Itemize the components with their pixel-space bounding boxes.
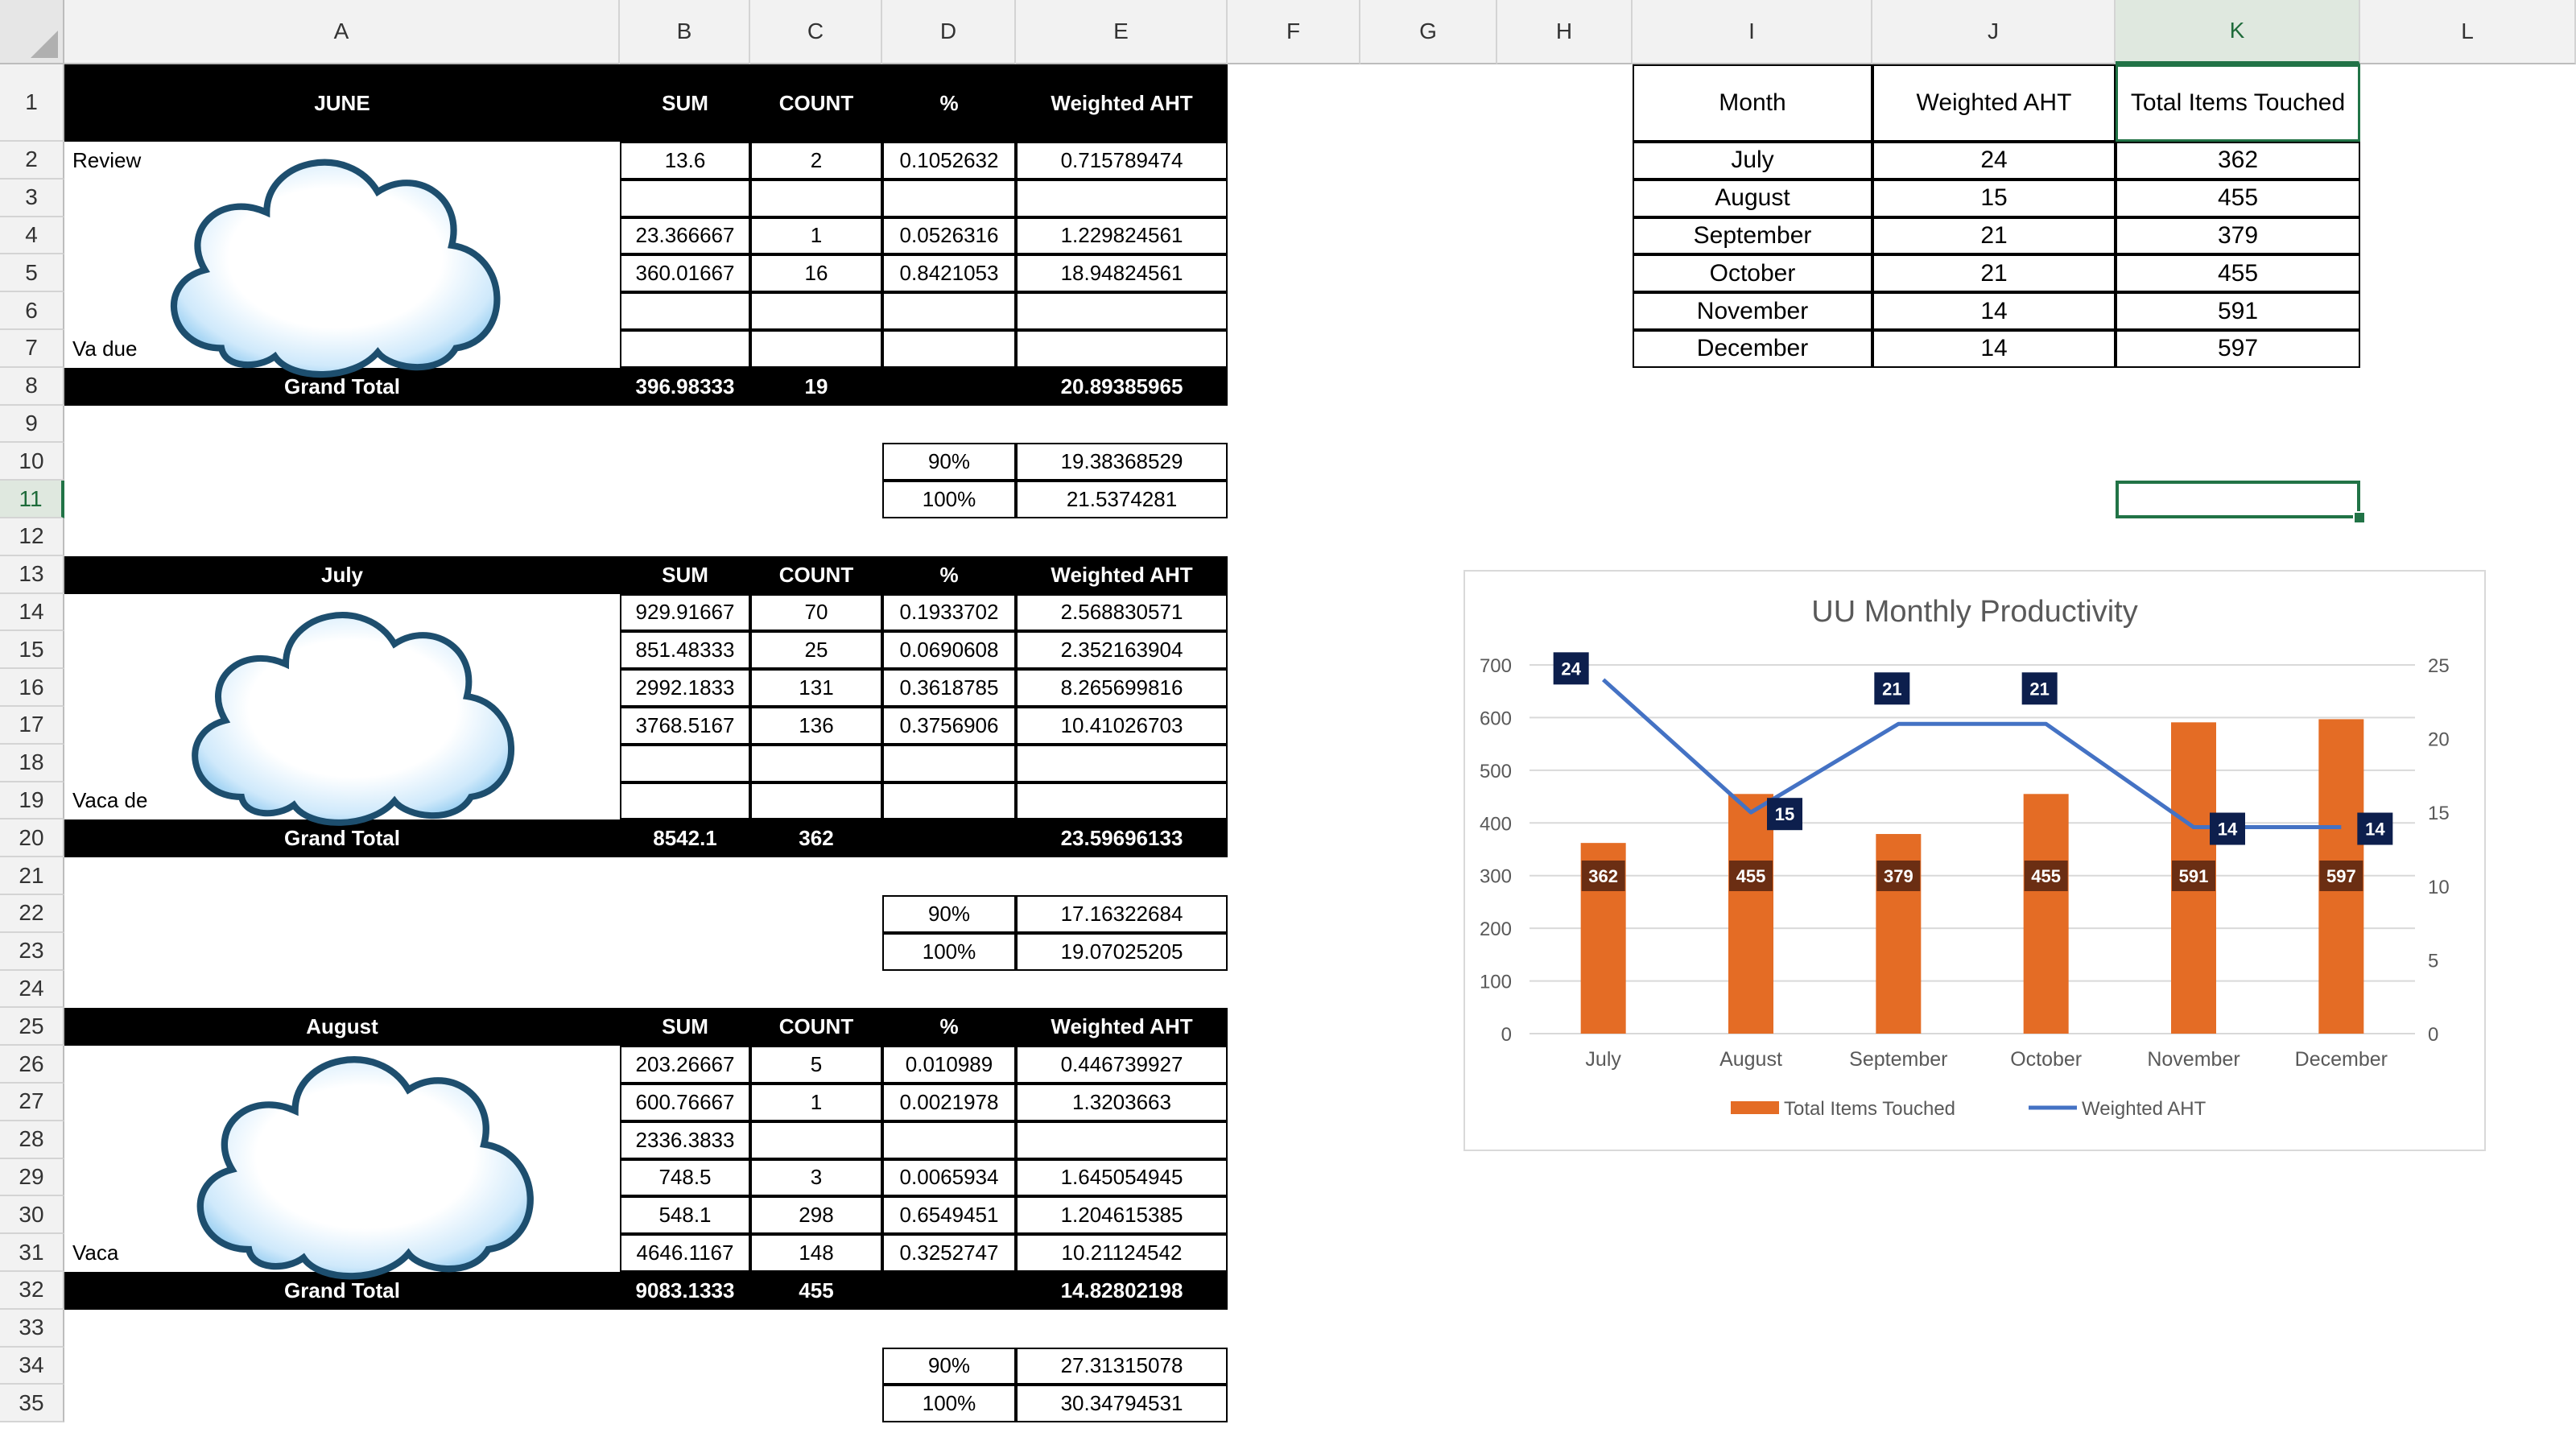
july-grand-total-weighted-aht[interactable]: 23.59696133 <box>1016 819 1228 857</box>
july-row-weighted-aht[interactable]: 2.352163904 <box>1016 631 1228 669</box>
july-row-pct[interactable] <box>882 745 1016 782</box>
column-header-b[interactable]: B <box>620 0 750 64</box>
y-left-tick-label: 300 <box>1479 865 1512 888</box>
july-header-weighted-aht[interactable]: Weighted AHT <box>1016 556 1228 594</box>
row-header-18[interactable]: 18 <box>0 745 64 782</box>
june-row-count[interactable]: 16 <box>750 254 882 292</box>
june-pct100-value[interactable]: 21.5374281 <box>1016 481 1228 518</box>
bar-data-label-text: 591 <box>2178 866 2209 886</box>
august-row-pct[interactable]: 0.6549451 <box>882 1196 1016 1234</box>
june-row-pct[interactable] <box>882 330 1016 368</box>
column-header-h[interactable]: H <box>1497 0 1633 64</box>
july-row-pct[interactable]: 0.3756906 <box>882 707 1016 745</box>
august-row-count[interactable]: 298 <box>750 1196 882 1234</box>
y-right-tick-label: 25 <box>2428 655 2450 677</box>
bar-data-label <box>1729 861 1773 891</box>
line-data-label <box>1554 652 1589 684</box>
july-row-weighted-aht[interactable] <box>1016 782 1228 820</box>
y-right-tick-label: 10 <box>2428 876 2450 898</box>
august-row-count[interactable]: 3 <box>750 1159 882 1197</box>
summary-row-month[interactable]: September <box>1633 217 1872 255</box>
july-header-name[interactable]: July <box>64 556 620 594</box>
july-row-count[interactable]: 131 <box>750 669 882 707</box>
cloud-icon <box>169 1016 555 1290</box>
column-header-e[interactable]: E <box>1016 0 1228 64</box>
august-header-weighted-aht[interactable]: Weighted AHT <box>1016 1008 1228 1046</box>
chart-legend[interactable] <box>1731 1098 2207 1120</box>
june-row-sum[interactable]: 23.366667 <box>620 217 750 255</box>
june-row-weighted-aht[interactable] <box>1016 292 1228 330</box>
july-row-sum[interactable] <box>620 782 750 820</box>
chart-canvas <box>1465 572 2484 1150</box>
row-header-2[interactable]: 2 <box>0 142 64 180</box>
y-right-tick-label: 0 <box>2428 1024 2439 1046</box>
july-pct90-label[interactable]: 90% <box>882 895 1016 933</box>
y-left-tick-label: 600 <box>1479 708 1512 730</box>
line-data-label <box>1767 798 1802 830</box>
august-row-sum[interactable]: 4646.1167 <box>620 1234 750 1272</box>
column-header-g[interactable]: G <box>1360 0 1497 64</box>
summary-header-total-items[interactable]: Total Items Touched <box>2116 64 2360 142</box>
summary-row-month[interactable]: July <box>1633 142 1872 180</box>
august-row-count[interactable]: 1 <box>750 1084 882 1121</box>
y-left-tick-label: 700 <box>1479 655 1512 677</box>
july-row-count[interactable]: 136 <box>750 707 882 745</box>
august-row-count[interactable] <box>750 1121 882 1159</box>
x-tick-label: July <box>1585 1048 1621 1071</box>
june-row-weighted-aht[interactable] <box>1016 180 1228 217</box>
y-left-tick-label: 100 <box>1479 971 1512 993</box>
june-grand-total-weighted-aht[interactable]: 20.89385965 <box>1016 368 1228 406</box>
july-header-sum[interactable]: SUM <box>620 556 750 594</box>
row-header-9[interactable]: 9 <box>0 406 64 444</box>
y-left-tick-label: 500 <box>1479 760 1512 782</box>
july-row-weighted-aht[interactable]: 2.568830571 <box>1016 594 1228 632</box>
june-row-count[interactable] <box>750 330 882 368</box>
june-row-pct[interactable]: 0.0526316 <box>882 217 1016 255</box>
june-row-count[interactable] <box>750 180 882 217</box>
august-row-label[interactable]: Vaca <box>72 1241 119 1265</box>
august-row-weighted-aht[interactable]: 1.204615385 <box>1016 1196 1228 1234</box>
row-header-33[interactable]: 33 <box>0 1310 64 1348</box>
june-grand-total-label[interactable]: Grand Total <box>64 368 620 406</box>
june-row-count[interactable]: 1 <box>750 217 882 255</box>
row-header-8[interactable]: 8 <box>0 368 64 406</box>
bar-data-label <box>2319 861 2363 891</box>
july-row-sum[interactable] <box>620 745 750 782</box>
july-row-sum[interactable]: 929.91667 <box>620 594 750 632</box>
y-left-tick-label: 400 <box>1479 813 1512 836</box>
row-header-30[interactable]: 30 <box>0 1196 64 1234</box>
y-right-tick-label: 20 <box>2428 729 2450 751</box>
august-row-pct[interactable]: 0.0021978 <box>882 1084 1016 1121</box>
july-pct90-value[interactable]: 17.16322684 <box>1016 895 1228 933</box>
selected-cell-k11[interactable] <box>2116 481 2360 518</box>
row-header-25[interactable]: 25 <box>0 1008 64 1046</box>
june-row-weighted-aht[interactable]: 1.229824561 <box>1016 217 1228 255</box>
row-header-22[interactable]: 22 <box>0 895 64 933</box>
july-grand-total-label[interactable]: Grand Total <box>64 819 620 857</box>
july-grand-total-pct[interactable] <box>882 819 1016 857</box>
row-header-12[interactable]: 12 <box>0 518 64 556</box>
row-header-7[interactable]: 7 <box>0 330 64 368</box>
july-row-count[interactable] <box>750 782 882 820</box>
august-row-pct[interactable]: 0.010989 <box>882 1046 1016 1084</box>
bar-data-label <box>2172 861 2215 891</box>
x-tick-label: December <box>2294 1048 2388 1071</box>
column-header-a[interactable]: A <box>64 0 620 64</box>
bar-data-label <box>2025 861 2068 891</box>
july-pct100-label[interactable]: 100% <box>882 933 1016 971</box>
june-row-label[interactable]: Review <box>72 147 142 172</box>
june-row-count[interactable] <box>750 292 882 330</box>
summary-row-month[interactable]: December <box>1633 330 1872 368</box>
x-tick-label: November <box>2147 1048 2240 1071</box>
july-row-sum[interactable]: 851.48333 <box>620 631 750 669</box>
line-weighted-aht[interactable] <box>1604 679 2342 827</box>
august-header-pct[interactable]: % <box>882 1008 1016 1046</box>
august-row-sum[interactable]: 600.76667 <box>620 1084 750 1121</box>
july-row-count[interactable]: 70 <box>750 594 882 632</box>
august-header-sum[interactable]: SUM <box>620 1008 750 1046</box>
june-header-sum[interactable]: SUM <box>620 64 750 142</box>
column-header-l[interactable]: L <box>2360 0 2576 64</box>
row-header-13[interactable]: 13 <box>0 556 64 594</box>
row-header-28[interactable]: 28 <box>0 1121 64 1159</box>
june-row-weighted-aht[interactable] <box>1016 330 1228 368</box>
august-header-count[interactable]: COUNT <box>750 1008 882 1046</box>
summary-row-month[interactable]: October <box>1633 254 1872 292</box>
column-header-d[interactable]: D <box>882 0 1016 64</box>
row-header-17[interactable]: 17 <box>0 707 64 745</box>
bar-data-label-text: 455 <box>1736 866 1766 886</box>
june-pct100-label[interactable]: 100% <box>882 481 1016 518</box>
cloud-icon <box>165 572 535 837</box>
row-header-4[interactable]: 4 <box>0 217 64 255</box>
line-data-label <box>2210 813 2245 845</box>
bar-data-label-text: 379 <box>1883 866 1913 886</box>
row-header-29[interactable]: 29 <box>0 1159 64 1197</box>
august-row-pct[interactable]: 0.3252747 <box>882 1234 1016 1272</box>
august-row-count[interactable]: 5 <box>750 1046 882 1084</box>
august-row-sum[interactable]: 203.26667 <box>620 1046 750 1084</box>
row-header-34[interactable]: 34 <box>0 1348 64 1385</box>
july-row-weighted-aht[interactable]: 8.265699816 <box>1016 669 1228 707</box>
summary-row-weighted-aht[interactable]: 21 <box>1872 254 2116 292</box>
row-header-5[interactable]: 5 <box>0 254 64 292</box>
y-right-tick-label: 5 <box>2428 950 2439 972</box>
legend-label-total-items: Total Items Touched <box>1784 1098 1956 1120</box>
summary-row-weighted-aht[interactable]: 14 <box>1872 330 2116 368</box>
august-grand-total-sum[interactable]: 9083.1333 <box>620 1272 750 1310</box>
line-data-label-text: 24 <box>1561 658 1581 679</box>
june-header-name[interactable]: JUNE <box>64 64 620 142</box>
summary-row-total-items[interactable]: 597 <box>2116 330 2360 368</box>
july-pct100-value[interactable]: 19.07025205 <box>1016 933 1228 971</box>
june-grand-total-pct[interactable] <box>882 368 1016 406</box>
june-row-pct[interactable]: 0.8421053 <box>882 254 1016 292</box>
june-grand-total-count[interactable]: 19 <box>750 368 882 406</box>
legend-label-weighted-aht: Weighted AHT <box>2082 1098 2207 1120</box>
row-header-35[interactable]: 35 <box>0 1385 64 1422</box>
july-row-weighted-aht[interactable] <box>1016 745 1228 782</box>
row-header-11[interactable]: 11 <box>0 481 64 518</box>
bar-data-label-text: 362 <box>1588 866 1619 886</box>
bar-data-label-text: 455 <box>2031 866 2062 886</box>
row-header-32[interactable]: 32 <box>0 1272 64 1310</box>
column-header-i[interactable]: I <box>1633 0 1872 64</box>
august-row-sum[interactable]: 748.5 <box>620 1159 750 1197</box>
june-row-pct[interactable] <box>882 180 1016 217</box>
june-row-weighted-aht[interactable]: 18.94824561 <box>1016 254 1228 292</box>
june-grand-total-sum[interactable]: 396.98333 <box>620 368 750 406</box>
june-row-pct[interactable]: 0.1052632 <box>882 142 1016 180</box>
row-header-3[interactable]: 3 <box>0 180 64 217</box>
july-row-sum[interactable]: 3768.5167 <box>620 707 750 745</box>
select-all-corner[interactable] <box>0 0 64 64</box>
bar-data-label <box>1582 861 1625 891</box>
summary-row-total-items[interactable]: 591 <box>2116 292 2360 330</box>
line-data-label-text: 14 <box>2217 819 2238 840</box>
august-grand-total-count[interactable]: 455 <box>750 1272 882 1310</box>
row-header-27[interactable]: 27 <box>0 1084 64 1121</box>
select-all-triangle-icon <box>31 31 58 58</box>
fill-handle[interactable] <box>2353 511 2366 524</box>
july-grand-total-count[interactable]: 362 <box>750 819 882 857</box>
summary-row-weighted-aht[interactable]: 14 <box>1872 292 2116 330</box>
july-row-pct[interactable]: 0.0690608 <box>882 631 1016 669</box>
july-row-weighted-aht[interactable]: 10.41026703 <box>1016 707 1228 745</box>
july-grand-total-sum[interactable]: 8542.1 <box>620 819 750 857</box>
august-grand-total-pct[interactable] <box>882 1272 1016 1310</box>
june-pct90-label[interactable]: 90% <box>882 443 1016 481</box>
august-row-weighted-aht[interactable]: 1.3203663 <box>1016 1084 1228 1121</box>
row-header-20[interactable]: 20 <box>0 819 64 857</box>
july-row-label[interactable]: Vaca de <box>72 788 148 813</box>
row-header-14[interactable]: 14 <box>0 594 64 632</box>
summary-row-weighted-aht[interactable]: 21 <box>1872 217 2116 255</box>
june-row-sum[interactable]: 360.01667 <box>620 254 750 292</box>
august-row-sum[interactable]: 2336.3833 <box>620 1121 750 1159</box>
june-row-label[interactable]: Va due <box>72 336 138 361</box>
productivity-chart[interactable] <box>1463 570 2486 1151</box>
row-header-23[interactable]: 23 <box>0 933 64 971</box>
june-row-sum[interactable] <box>620 292 750 330</box>
june-row-pct[interactable] <box>882 292 1016 330</box>
x-tick-label: October <box>2010 1048 2083 1071</box>
row-header-1[interactable]: 1 <box>0 64 64 142</box>
june-header-count[interactable]: COUNT <box>750 64 882 142</box>
july-row-count[interactable] <box>750 745 882 782</box>
summary-row-weighted-aht[interactable]: 24 <box>1872 142 2116 180</box>
august-pct90-value[interactable]: 27.31315078 <box>1016 1348 1228 1385</box>
y-left-tick-label: 0 <box>1501 1024 1512 1046</box>
august-row-weighted-aht[interactable] <box>1016 1121 1228 1159</box>
x-tick-label: August <box>1719 1048 1782 1071</box>
column-header-j[interactable]: J <box>1872 0 2116 64</box>
summary-row-weighted-aht[interactable]: 15 <box>1872 180 2116 217</box>
june-pct90-value[interactable]: 19.38368529 <box>1016 443 1228 481</box>
summary-row-month[interactable]: August <box>1633 180 1872 217</box>
line-data-label <box>1874 672 1909 704</box>
column-header-f[interactable]: F <box>1228 0 1360 64</box>
august-row-count[interactable]: 148 <box>750 1234 882 1272</box>
august-pct90-label[interactable]: 90% <box>882 1348 1016 1385</box>
line-data-label-text: 21 <box>2029 679 2050 700</box>
row-header-24[interactable]: 24 <box>0 971 64 1009</box>
july-row-pct[interactable]: 0.1933702 <box>882 594 1016 632</box>
summary-row-total-items[interactable]: 379 <box>2116 217 2360 255</box>
july-header-count[interactable]: COUNT <box>750 556 882 594</box>
august-pct100-value[interactable]: 30.34794531 <box>1016 1385 1228 1422</box>
bar-total-items-august[interactable] <box>1728 794 1773 1034</box>
june-row-weighted-aht[interactable]: 0.715789474 <box>1016 142 1228 180</box>
summary-header-month[interactable]: Month <box>1633 64 1872 142</box>
summary-row-month[interactable]: November <box>1633 292 1872 330</box>
chart-title: UU Monthly Productivity <box>1811 595 2138 629</box>
july-header-pct[interactable]: % <box>882 556 1016 594</box>
line-data-label <box>2022 672 2058 704</box>
july-row-count[interactable]: 25 <box>750 631 882 669</box>
summary-row-total-items[interactable]: 362 <box>2116 142 2360 180</box>
row-header-6[interactable]: 6 <box>0 292 64 330</box>
bar-data-label <box>1876 861 1920 891</box>
august-row-weighted-aht[interactable]: 0.446739927 <box>1016 1046 1228 1084</box>
row-header-10[interactable]: 10 <box>0 443 64 481</box>
column-header-c[interactable]: C <box>750 0 882 64</box>
line-data-label-text: 14 <box>2365 819 2385 840</box>
line-data-label-text: 21 <box>1882 679 1902 700</box>
y-left-tick-label: 200 <box>1479 919 1512 941</box>
august-header-name[interactable]: August <box>64 1008 620 1046</box>
july-row-pct[interactable]: 0.3618785 <box>882 669 1016 707</box>
summary-row-total-items[interactable]: 455 <box>2116 254 2360 292</box>
row-header-31[interactable]: 31 <box>0 1234 64 1272</box>
june-row-sum[interactable] <box>620 180 750 217</box>
august-row-pct[interactable]: 0.0065934 <box>882 1159 1016 1197</box>
august-grand-total-weighted-aht[interactable]: 14.82802198 <box>1016 1272 1228 1310</box>
june-row-count[interactable]: 2 <box>750 142 882 180</box>
cloud-icon <box>143 121 522 386</box>
bar-total-items-october[interactable] <box>2024 794 2069 1034</box>
row-header-16[interactable]: 16 <box>0 669 64 707</box>
july-row-sum[interactable]: 2992.1833 <box>620 669 750 707</box>
august-grand-total-label[interactable]: Grand Total <box>64 1272 620 1310</box>
august-pct100-label[interactable]: 100% <box>882 1385 1016 1422</box>
x-tick-label: September <box>1849 1048 1948 1071</box>
august-row-weighted-aht[interactable]: 10.21124542 <box>1016 1234 1228 1272</box>
column-header-k[interactable]: K <box>2116 0 2360 64</box>
row-header-19[interactable]: 19 <box>0 782 64 820</box>
bar-data-label-text: 597 <box>2326 866 2356 886</box>
summary-header-weighted-aht[interactable]: Weighted AHT <box>1872 64 2116 142</box>
line-data-label <box>2357 813 2392 845</box>
legend-swatch-bar <box>1731 1101 1779 1114</box>
june-header-pct[interactable]: % <box>882 64 1016 142</box>
june-row-sum[interactable]: 13.6 <box>620 142 750 180</box>
row-header-26[interactable]: 26 <box>0 1046 64 1084</box>
august-row-weighted-aht[interactable]: 1.645054945 <box>1016 1159 1228 1197</box>
row-header-15[interactable]: 15 <box>0 631 64 669</box>
july-row-pct[interactable] <box>882 782 1016 820</box>
august-row-pct[interactable] <box>882 1121 1016 1159</box>
row-header-21[interactable]: 21 <box>0 857 64 895</box>
june-row-sum[interactable] <box>620 330 750 368</box>
summary-row-total-items[interactable]: 455 <box>2116 180 2360 217</box>
june-header-weighted-aht[interactable]: Weighted AHT <box>1016 64 1228 142</box>
line-data-label-text: 15 <box>1774 804 1795 825</box>
august-row-sum[interactable]: 548.1 <box>620 1196 750 1234</box>
y-right-tick-label: 15 <box>2428 803 2450 825</box>
